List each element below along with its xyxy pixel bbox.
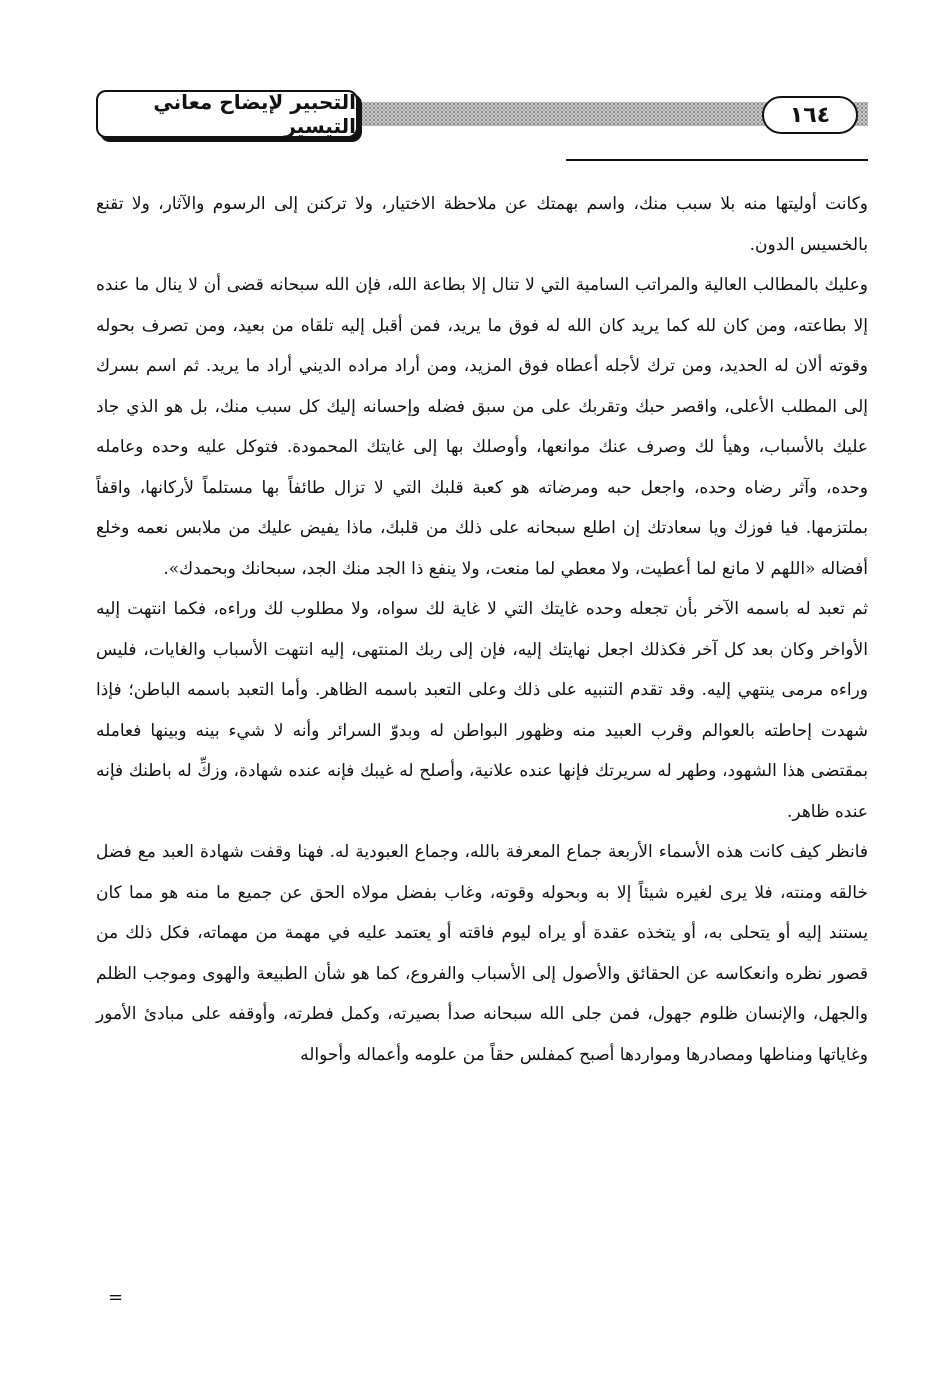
paragraph: فانظر كيف كانت هذه الأسماء الأربعة جماع المعرفة بالله، وجماع العبودية له. فهنا وقفت شهادة العبد مع فضل خالقه ومنته، فلا يرى لغيره شيئاً إلا به وبحوله وقوته، وغاب بفضل مولاه الحق عن جميع ما منه هو مما كان يستند إليه أو يتحلى به، أو يتخذه عقدة أو يراه ليوم فاقته أو يعتمد عليه في مهمة من مهماته، فكل ذلك من قصور نظره وانعكاسه عن الحقائق والأصول إلى الأسباب والفروع، كما هو شأن الطبيعة والهوى وموجب الظلم والجهل، والإنسان ظلوم جهول، فمن جلى الله سبحانه صدأ بصيرته، وكمل فطرته، وأوقفه على مبادئ الأمور وغاياتها ومناطها ومصادرها ومواردها أصبح كمفلس حقاً من علومه وأعماله وأحواله [96,842,868,1065]
continuation-mark: = [108,1287,124,1308]
page-number: ١٦٤ [762,96,858,134]
book-title: التحبير لإيضاح معاني التيسير [96,90,358,138]
page-header [96,90,868,142]
paragraph: وكانت أوليتها منه بلا سبب منك، واسم بهمتك عن ملاحظة الاختيار، ولا تركنن إلى الرسوم والآثار، ولا تقنع بالخسيس الدون. [96,194,868,255]
page-body [96,184,868,1075]
header-rule [566,159,868,161]
paragraph: وعليك بالمطالب العالية والمراتب السامية التي لا تنال إلا بطاعة الله، فإن الله سبحانه قضى أن لا ينال ما عنده إلا بطاعته، ومن كان لله كما يريد كان الله له فوق ما يريد، فمن أقبل إليه تلقاه من بعيد، ومن تصرف بحوله وقوته ألان له الحديد، ومن ترك لأجله أعطاه فوق المزيد، ومن أراد مراده الديني أراد ما يريد. ثم اسم بسرك إلى المطلب الأعلى، واقصر حبك وتقربك على من سبق فضله وإحسانه إليك كل سبب منك، بل هو الذي جاد عليك بالأسباب، وهيأ لك وصرف عنك موانعها، وأوصلك بها إلى غايتك المحمودة. فتوكل عليه وحده وعامله وحده، وآثر رضاه وحده، واجعل حبه ومرضاته هو كعبة قلبك التي لا تزال طائفاً بها مستلماً لأركانها، واقفاً بملتزمها. فيا فوزك ويا سعادتك إن اطلع سبحانه على ذلك من قلبك، ماذا يفيض عليك من ملابس نعمه وخلع أفضاله «اللهم لا مانع لما أعطيت، ولا معطي لما منعت، ولا ينفع ذا الجد منك الجد، سبحانك وبحمدك». [96,275,869,579]
paragraph: ثم تعبد له باسمه الآخر بأن تجعله وحده غايتك التي لا غاية لك سواه، ولا مطلوب لك وراءه، فكما انتهت إليه الأواخر وكان بعد كل آخر فكذلك اجعل نهايتك إليه، فإن إلى ربك المنتهى، إليه انتهت الأسباب والغايات، فليس وراءه مرمى ينتهي إليه. وقد تقدم التنبيه على ذلك وعلى التعبد باسمه الظاهر. وأما التعبد باسمه الباطن؛ فإذا شهدت إحاطته بالعوالم وقرب العبيد منه وظهور البواطن له وبدوّ السرائر وأنه لا شيء بينه وبينها فعامله بمقتضى هذا الشهود، وطهر له سريرتك فإنها عنده علانية، وأصلح له غيبك فإنه عنده شهادة، وزكِّ له باطنك فإنه عنده ظاهر. [96,599,868,822]
